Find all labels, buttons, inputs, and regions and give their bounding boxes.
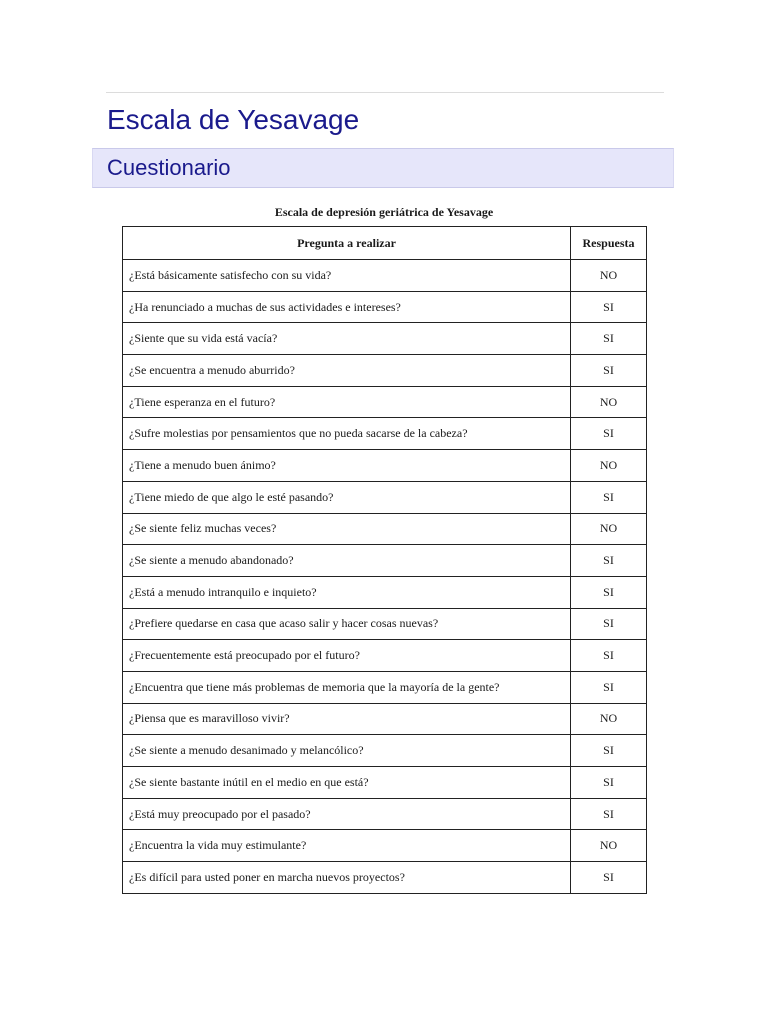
answer-cell: SI bbox=[571, 576, 647, 608]
table-caption: Escala de depresión geriátrica de Yesavage bbox=[274, 205, 494, 219]
table-row bbox=[123, 830, 647, 862]
answer-cell: SI bbox=[571, 608, 647, 640]
table-row bbox=[123, 703, 647, 735]
answer-cell: SI bbox=[571, 291, 647, 323]
answer-cell: SI bbox=[571, 798, 647, 830]
table-row bbox=[123, 671, 647, 703]
question-cell: ¿Encuentra que tiene más problemas de memoria que la mayoría de la gente? bbox=[123, 671, 571, 703]
answer-cell: SI bbox=[571, 767, 647, 799]
table-header-row bbox=[123, 227, 647, 260]
answer-cell: SI bbox=[571, 862, 647, 894]
top-divider bbox=[106, 92, 664, 93]
table-row bbox=[123, 545, 647, 577]
table-row bbox=[123, 450, 647, 482]
answer-cell: SI bbox=[571, 735, 647, 767]
question-cell: ¿Piensa que es maravilloso vivir? bbox=[123, 703, 571, 735]
answer-cell: SI bbox=[571, 640, 647, 672]
table-row bbox=[123, 767, 647, 799]
answer-cell: SI bbox=[571, 355, 647, 387]
answer-cell: SI bbox=[571, 671, 647, 703]
table-row bbox=[123, 418, 647, 450]
answer-cell: NO bbox=[571, 830, 647, 862]
table-row bbox=[123, 798, 647, 830]
question-cell: ¿Ha renunciado a muchas de sus actividades e intereses? bbox=[123, 291, 571, 323]
question-cell: ¿Se siente a menudo abandonado? bbox=[123, 545, 571, 577]
question-cell: ¿Se encuentra a menudo aburrido? bbox=[123, 355, 571, 387]
table-row bbox=[123, 260, 647, 292]
question-cell: ¿Encuentra la vida muy estimulante? bbox=[123, 830, 571, 862]
table-body bbox=[123, 260, 647, 894]
question-cell: ¿Es difícil para usted poner en marcha nuevos proyectos? bbox=[123, 862, 571, 894]
question-cell: ¿Tiene miedo de que algo le esté pasando? bbox=[123, 481, 571, 513]
table-row bbox=[123, 576, 647, 608]
question-cell: ¿Está básicamente satisfecho con su vida? bbox=[123, 260, 571, 292]
table-row bbox=[123, 608, 647, 640]
question-cell: ¿Frecuentemente está preocupado por el futuro? bbox=[123, 640, 571, 672]
table-row bbox=[123, 386, 647, 418]
answer-cell: SI bbox=[571, 481, 647, 513]
question-cell: ¿Se siente bastante inútil en el medio en que está? bbox=[123, 767, 571, 799]
answer-cell: NO bbox=[571, 703, 647, 735]
column-header-answer: Respuesta bbox=[571, 227, 647, 260]
table-row bbox=[123, 862, 647, 894]
table-row bbox=[123, 735, 647, 767]
question-cell: ¿Tiene a menudo buen ánimo? bbox=[123, 450, 571, 482]
question-cell: ¿Prefiere quedarse en casa que acaso salir y hacer cosas nuevas? bbox=[123, 608, 571, 640]
answer-cell: SI bbox=[571, 418, 647, 450]
page-title: Escala de Yesavage bbox=[107, 104, 360, 135]
question-cell: ¿Está a menudo intranquilo e inquieto? bbox=[123, 576, 571, 608]
questionnaire-table bbox=[122, 226, 647, 894]
table-row bbox=[123, 291, 647, 323]
table-row bbox=[123, 355, 647, 387]
question-cell: ¿Se siente feliz muchas veces? bbox=[123, 513, 571, 545]
answer-cell: NO bbox=[571, 260, 647, 292]
table-row bbox=[123, 323, 647, 355]
question-cell: ¿Sufre molestias por pensamientos que no pueda sacarse de la cabeza? bbox=[123, 418, 571, 450]
table-row bbox=[123, 513, 647, 545]
question-cell: ¿Se siente a menudo desanimado y melancólico? bbox=[123, 735, 571, 767]
table-row bbox=[123, 481, 647, 513]
section-heading: Cuestionario bbox=[107, 155, 231, 180]
answer-cell: SI bbox=[571, 545, 647, 577]
answer-cell: NO bbox=[571, 386, 647, 418]
question-cell: ¿Siente que su vida está vacía? bbox=[123, 323, 571, 355]
column-header-question: Pregunta a realizar bbox=[123, 227, 571, 260]
answer-cell: NO bbox=[571, 513, 647, 545]
question-cell: ¿Tiene esperanza en el futuro? bbox=[123, 386, 571, 418]
question-cell: ¿Está muy preocupado por el pasado? bbox=[123, 798, 571, 830]
answer-cell: SI bbox=[571, 323, 647, 355]
answer-cell: NO bbox=[571, 450, 647, 482]
table-row bbox=[123, 640, 647, 672]
section-header-bar bbox=[92, 148, 674, 188]
